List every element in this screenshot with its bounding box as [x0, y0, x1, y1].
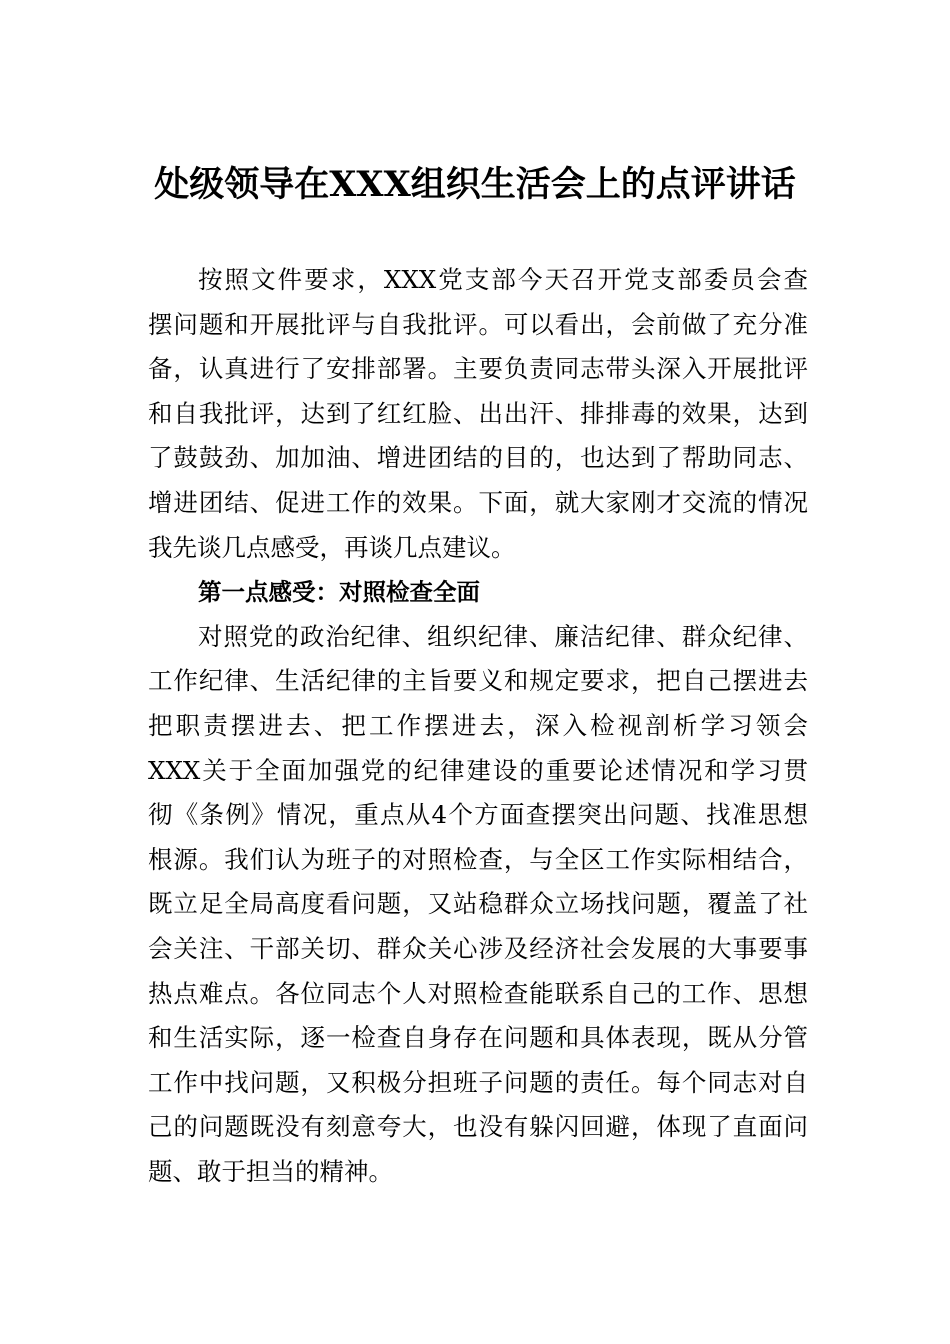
paragraph-line: 题、敢于担当的精神。 [148, 1156, 393, 1186]
paragraph-line: XXX关于全面加强党的纪律建设的重要论述情况和学习贯 [148, 755, 808, 785]
paragraph-line: 把职责摆进去、把工作摆进去，深入检视剖析学习领会 [148, 710, 808, 740]
paragraph-line: 彻《条例》情况，重点从4个方面查摆突出问题、找准思想 [148, 800, 808, 830]
paragraph-line: 和生活实际，逐一检查自身存在问题和具体表现，既从分管 [148, 1023, 808, 1053]
paragraph-line: 工作中找问题，又积极分担班子问题的责任。每个同志对自 [148, 1067, 808, 1097]
paragraph-line: 根源。我们认为班子的对照检查，与全区工作实际相结合， [148, 844, 808, 874]
paragraph-line: 备，认真进行了安排部署。主要负责同志带头深入开展批评 [148, 354, 808, 384]
paragraph-line: 按照文件要求，XXX党支部今天召开党支部委员会查 [198, 265, 808, 294]
paragraph-line: 了鼓鼓劲、加加油、增进团结的目的，也达到了帮助同志、 [148, 443, 808, 473]
document-body [148, 258, 808, 1194]
paragraph-line: 己的问题既没有刻意夸大，也没有躲闪回避，体现了直面问 [148, 1112, 808, 1142]
paragraph-line: 会关注、干部关切、群众关心涉及经济社会发展的大事要事 [148, 933, 808, 963]
document-title: 处级领导在XXX组织生活会上的点评讲话 [154, 164, 796, 205]
paragraph-line: 增进团结、促进工作的效果。下面，就大家刚才交流的情况 [148, 487, 808, 517]
paragraph-line: 对照党的政治纪律、组织纪律、廉洁纪律、群众纪律、 [198, 621, 808, 651]
paragraph-line: 热点难点。各位同志个人对照检查能联系自己的工作、思想 [148, 978, 808, 1008]
paragraph-line: 工作纪律、生活纪律的主旨要义和规定要求，把自己摆进去 [148, 666, 808, 696]
paragraph-line: 我先谈几点感受，再谈几点建议。 [148, 532, 516, 562]
paragraph-line: 和自我批评，达到了红红脸、出出汗、排排毒的效果，达到 [148, 398, 808, 428]
section-heading: 第一点感受：对照检查全面 [198, 578, 480, 607]
paragraph-line: 既立足全局高度看问题，又站稳群众立场找问题，覆盖了社 [148, 889, 808, 919]
paragraph-line: 摆问题和开展批评与自我批评。可以看出，会前做了充分准 [148, 309, 808, 339]
